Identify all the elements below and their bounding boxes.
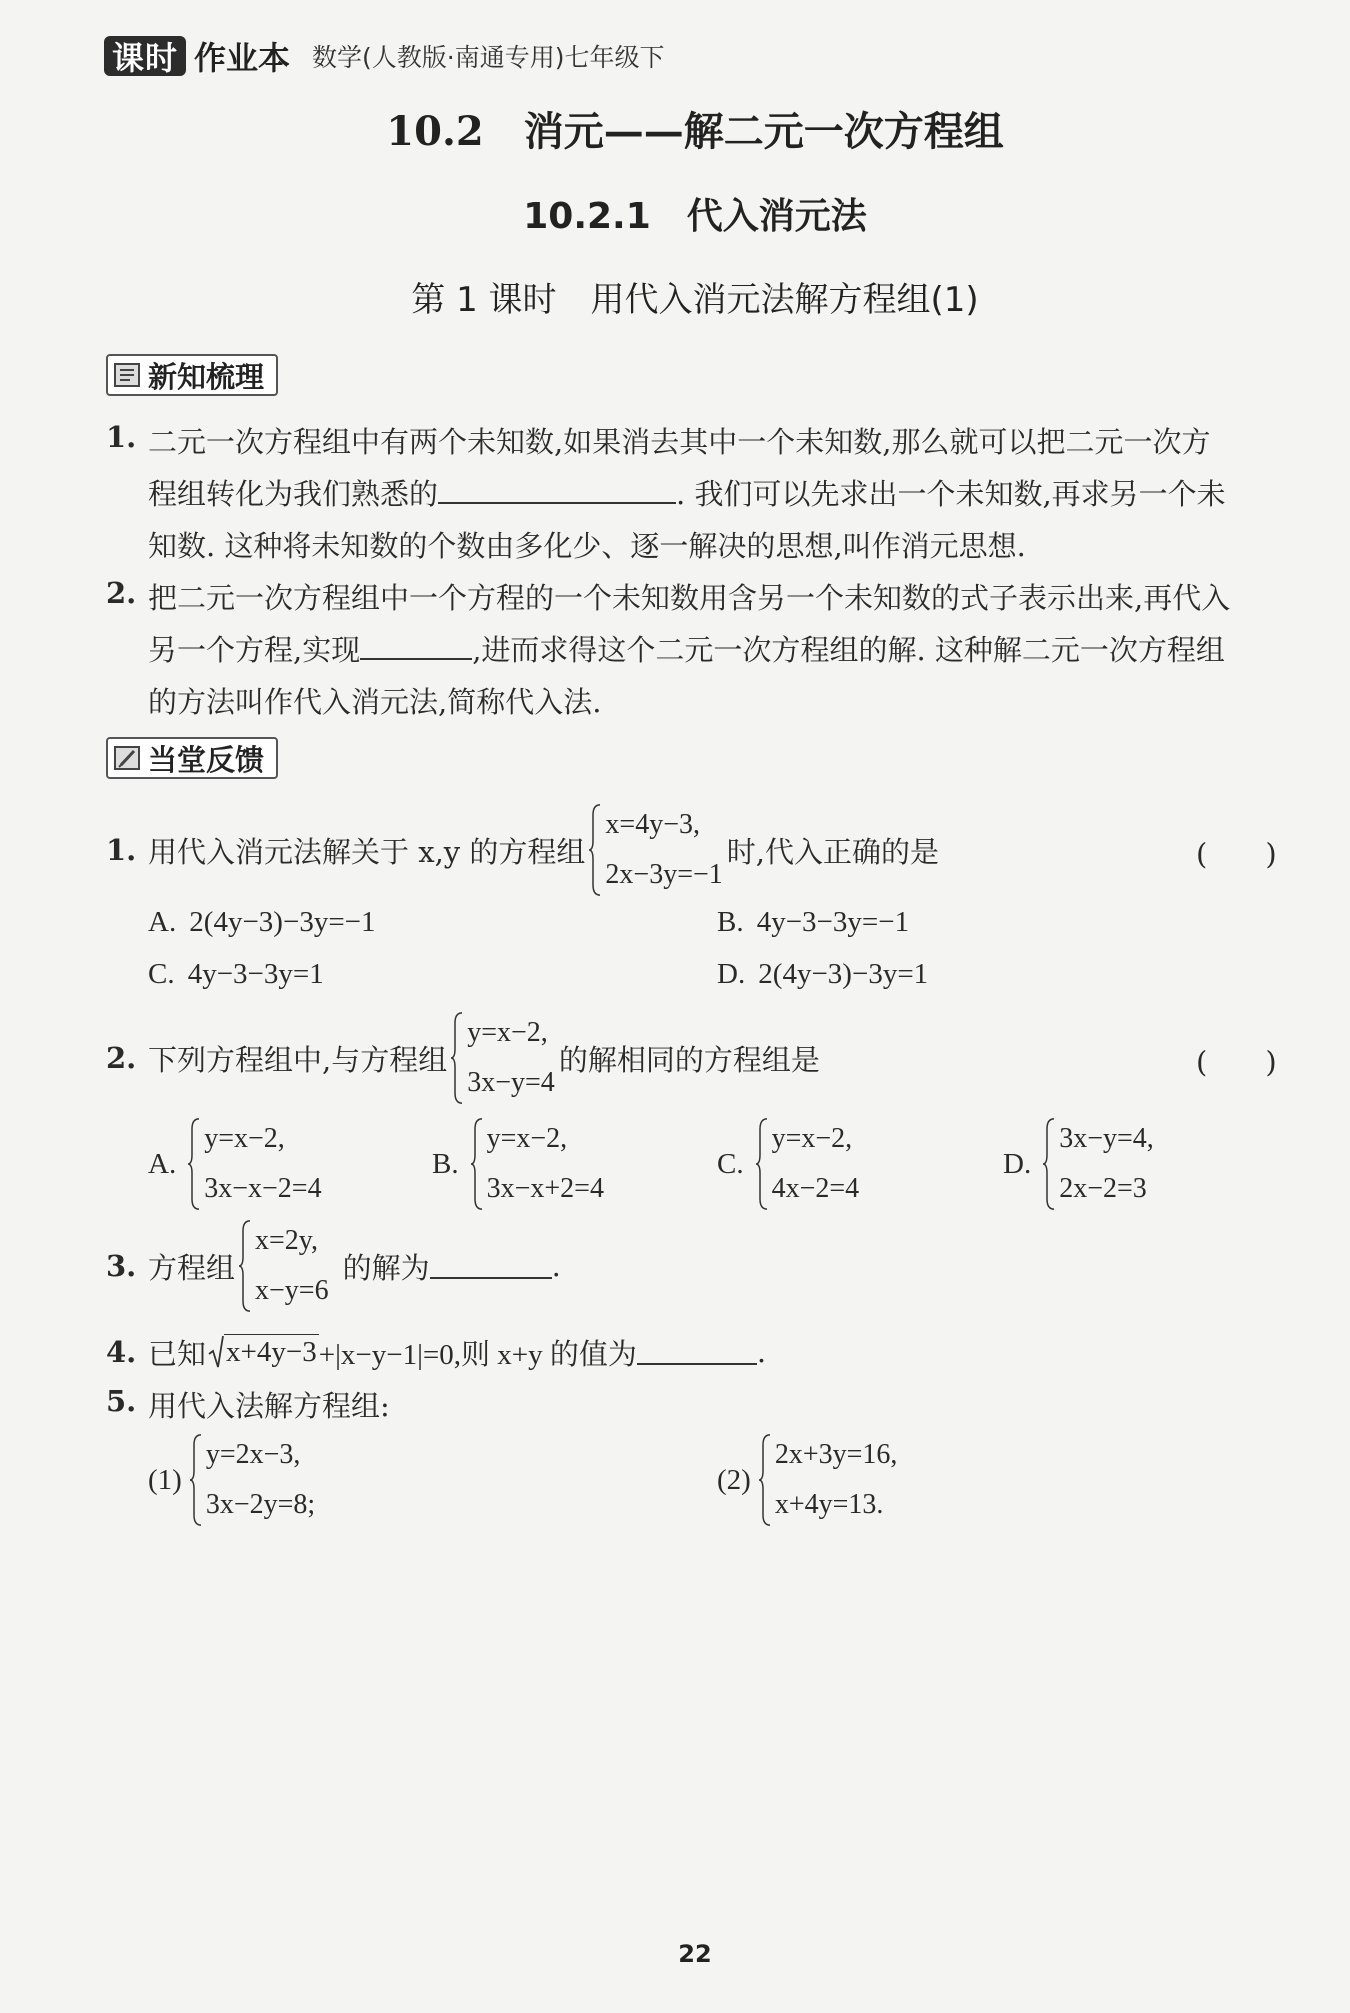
option-letter: A.: [148, 906, 177, 938]
question-text: 用代入法解方程组:: [148, 1389, 390, 1423]
question-text: 时,代入正确的是: [726, 834, 939, 869]
choice-option[interactable]: [717, 1114, 859, 1214]
option-text: 2(4y−3)−3y=−1: [189, 906, 376, 938]
equation: 3x−y=4,: [1059, 1123, 1154, 1154]
equation-system: [190, 1430, 315, 1530]
brace-icon: [759, 1434, 771, 1526]
question-number: 2.: [106, 576, 137, 610]
page-number: 22: [678, 1940, 712, 1968]
choice-option[interactable]: [148, 1114, 322, 1214]
equation-system: [759, 1430, 898, 1530]
answer-blank[interactable]: [438, 478, 676, 504]
text-segment: . 我们可以先求出一个未知数,再求另一个未: [676, 477, 1226, 511]
equation: y=x−2,: [486, 1123, 568, 1154]
equation: 2x−2=3: [1059, 1173, 1147, 1204]
question-text: 已知: [148, 1336, 207, 1371]
question-number: 1.: [106, 420, 137, 454]
option-text: 4y−3−3y=1: [187, 958, 324, 990]
question-number: 1.: [106, 833, 137, 867]
choice-option[interactable]: [1003, 1114, 1154, 1214]
knowledge-1-line-1: 二元一次方程组中有两个未知数,如果消去其中一个未知数,那么就可以把二元一次方: [148, 425, 1211, 459]
answer-blank[interactable]: [637, 1339, 757, 1365]
subject-line: 数学(人教版·南通专用)七年级下: [312, 43, 665, 72]
equation: 4x−2=4: [771, 1173, 860, 1204]
brace-icon: [589, 804, 601, 896]
logo: [104, 36, 186, 76]
option-letter: A.: [148, 1147, 177, 1180]
equation-system: [451, 1008, 555, 1108]
header: [104, 34, 665, 78]
choice-option[interactable]: [717, 906, 909, 939]
equation-system: [1043, 1114, 1154, 1214]
question-end: .: [756, 1335, 767, 1369]
question-number: 5.: [106, 1384, 137, 1418]
notes-icon: [112, 360, 142, 390]
pencil-icon: [112, 743, 142, 773]
option-text: 2(4y−3)−3y=1: [758, 958, 929, 990]
brace-icon: [188, 1118, 200, 1210]
option-letter: D.: [1003, 1147, 1032, 1180]
equation-system: [188, 1114, 321, 1214]
question-number: 2.: [106, 1041, 137, 1075]
equation: 3x−y=4: [467, 1067, 555, 1098]
section-badge-label: 当堂反馈: [148, 742, 265, 777]
section-badge-feedback: [106, 737, 278, 779]
part-label: (2): [717, 1463, 751, 1496]
answer-blank[interactable]: [360, 634, 472, 660]
brace-icon: [756, 1118, 768, 1210]
question-text: 下列方程组中,与方程组: [148, 1042, 448, 1077]
section-badge-new-knowledge: [106, 354, 278, 396]
choice-option[interactable]: [717, 958, 928, 991]
question-number: 4.: [106, 1335, 137, 1369]
option-letter: C.: [148, 958, 175, 990]
question-text: 用代入消元法解关于 x,y 的方程组: [148, 834, 586, 869]
equation: 3x−x−2=4: [204, 1173, 322, 1204]
section-badge-label: 新知梳理: [148, 359, 265, 394]
brace-icon: [471, 1118, 483, 1210]
option-letter: D.: [717, 958, 746, 990]
question-end: .: [551, 1249, 561, 1283]
equation: x−y=6: [255, 1275, 329, 1306]
solve-part: [717, 1430, 897, 1530]
brace-icon: [190, 1434, 202, 1526]
choice-option[interactable]: [432, 1114, 604, 1214]
equation: x=4y−3,: [605, 809, 700, 840]
option-text: 4y−3−3y=−1: [756, 906, 910, 938]
knowledge-2-line-3: 的方法叫作代入消元法,简称代入法.: [148, 685, 602, 719]
question-number: 3.: [106, 1249, 137, 1283]
brace-icon: [1043, 1118, 1055, 1210]
equation: 3x−2y=8;: [205, 1489, 316, 1520]
feedback-question-2: [106, 1008, 820, 1108]
choice-option[interactable]: [148, 958, 324, 991]
equation: 2x+3y=16,: [774, 1439, 898, 1470]
knowledge-2-line-2: [148, 628, 1225, 669]
equation: 2x−3y=−1: [605, 859, 723, 890]
choice-option[interactable]: [148, 906, 376, 939]
radicand: x+4y−3: [226, 1336, 317, 1368]
question-text: 的解相同的方程组是: [558, 1042, 820, 1077]
lesson-title: 第 1 课时 用代入消元法解方程组(1): [411, 280, 979, 320]
text-segment: ,进而求得这个二元一次方程组的解. 这种解二元一次方程组: [472, 633, 1225, 667]
equation-system: [756, 1114, 860, 1214]
logo-text: 课时: [112, 39, 179, 77]
answer-bracket[interactable]: ( ): [1196, 1045, 1277, 1079]
question-text: +|x−y−1|=0,则 x+y 的值为: [318, 1338, 637, 1371]
question-text: 的解为: [342, 1250, 430, 1285]
text-segment: 另一个方程,实现: [148, 633, 361, 667]
equation: y=x−2,: [467, 1017, 548, 1048]
part-label: (1): [148, 1463, 182, 1496]
brace-icon: [239, 1220, 251, 1312]
option-letter: B.: [717, 906, 744, 938]
equation-system: [471, 1114, 604, 1214]
equation: y=2x−3,: [205, 1439, 301, 1470]
equation: y=x−2,: [204, 1123, 285, 1154]
knowledge-1-line-2: [148, 472, 1226, 513]
equation: y=x−2,: [771, 1123, 853, 1154]
feedback-question-4: [106, 1332, 766, 1372]
equation-system: [589, 800, 722, 900]
question-text: 方程组: [148, 1250, 236, 1285]
equation-system: [239, 1216, 329, 1316]
feedback-question-1: [106, 800, 939, 900]
answer-blank[interactable]: [430, 1253, 552, 1279]
knowledge-2-line-1: 把二元一次方程组中一个方程的一个未知数用含另一个未知数的式子表示出来,再代入: [148, 581, 1231, 615]
section-title: 10.2 消元——解二元一次方程组: [386, 108, 1004, 155]
knowledge-1-line-3: 知数. 这种将未知数的个数由多化少、逐一解决的思想,叫作消元思想.: [148, 529, 1026, 563]
radical-sign-icon: [208, 1334, 224, 1370]
option-letter: B.: [432, 1147, 459, 1180]
answer-bracket[interactable]: ( ): [1196, 837, 1277, 871]
subsection-title: 10.2.1 代入消元法: [523, 196, 867, 237]
solve-part: [148, 1430, 315, 1530]
equation: x+4y=13.: [774, 1489, 884, 1520]
option-letter: C.: [717, 1147, 744, 1180]
equation: 3x−x+2=4: [486, 1173, 604, 1204]
book-title: 作业本: [194, 39, 291, 77]
brace-icon: [451, 1012, 463, 1104]
text-segment: 程组转化为我们熟悉的: [148, 477, 439, 511]
equation: x=2y,: [255, 1225, 318, 1256]
feedback-question-3: [106, 1216, 561, 1316]
square-root: [208, 1334, 319, 1370]
